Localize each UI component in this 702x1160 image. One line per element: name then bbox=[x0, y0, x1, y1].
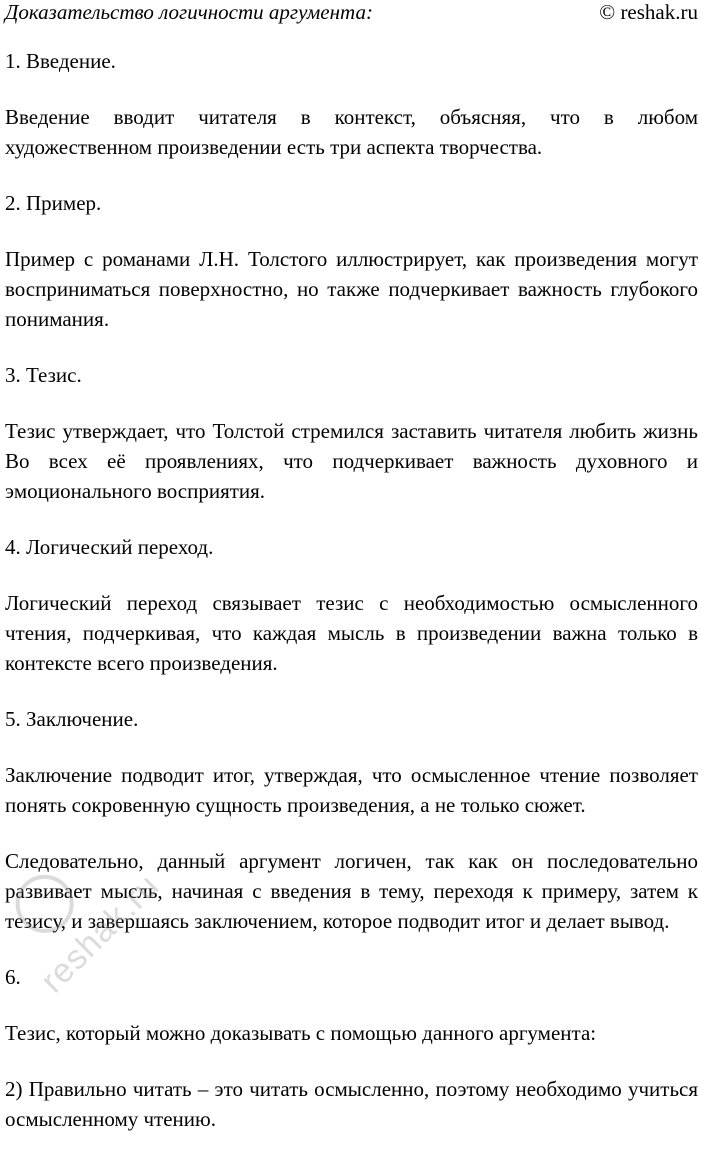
paragraph-thesis-prompt: Тезис, который можно доказывать с помощью данного аргумента: bbox=[5, 1021, 597, 1045]
section-heading-intro: 1. Введение. bbox=[5, 49, 116, 73]
section-heading-transition: 4. Логический переход. bbox=[5, 535, 214, 559]
page-header bbox=[5, 0, 698, 32]
section-heading-6: 6. bbox=[5, 965, 21, 989]
document-title: Доказательство логичности аргумента: bbox=[5, 0, 373, 24]
paragraph-summary: Следовательно, данный аргумент логичен, так как он последовательно развивает мысль, начиная с введения в тему, переходя к примеру, затем к тезису, и завершаясь заключением, которое подводит итог и делает вывод. bbox=[5, 849, 698, 933]
paragraph-intro: Введение вводит читателя в контекст, объясняя, что в любом художественном произведении есть три аспекта творчества. bbox=[5, 105, 698, 159]
section-heading-conclusion: 5. Заключение. bbox=[5, 707, 139, 731]
paragraph-answer: 2) Правильно читать – это читать осмысленно, поэтому необходимо учиться осмысленному чтению. bbox=[5, 1077, 698, 1131]
section-heading-thesis: 3. Тезис. bbox=[5, 363, 82, 387]
paragraph-example: Пример с романами Л.Н. Толстого иллюстрирует, как произведения могут восприниматься поверхностно, но также подчеркивает важность глубокого понимания. bbox=[5, 247, 698, 331]
watermark-text: reshak.ru bbox=[33, 866, 167, 1001]
paragraph-thesis: Тезис утверждает, что Толстой стремился заставить читателя любить жизнь Во всех её проявлениях, что подчеркивает важность духовного и эмоционального восприятия. bbox=[5, 419, 698, 503]
section-heading-example: 2. Пример. bbox=[5, 191, 102, 215]
paragraph-conclusion: Заключение подводит итог, утверждая, что осмысленное чтение позволяет понять сокровенную сущность произведения, а не только сюжет. bbox=[5, 763, 698, 817]
copyright-label: © reshak.ru bbox=[599, 0, 698, 24]
document-body bbox=[5, 46, 698, 1160]
paragraph-transition: Логический переход связывает тезис с необходимостью осмысленного чтения, подчеркивая, что каждая мысль в произведении важна только в контексте всего произведения. bbox=[5, 591, 698, 675]
